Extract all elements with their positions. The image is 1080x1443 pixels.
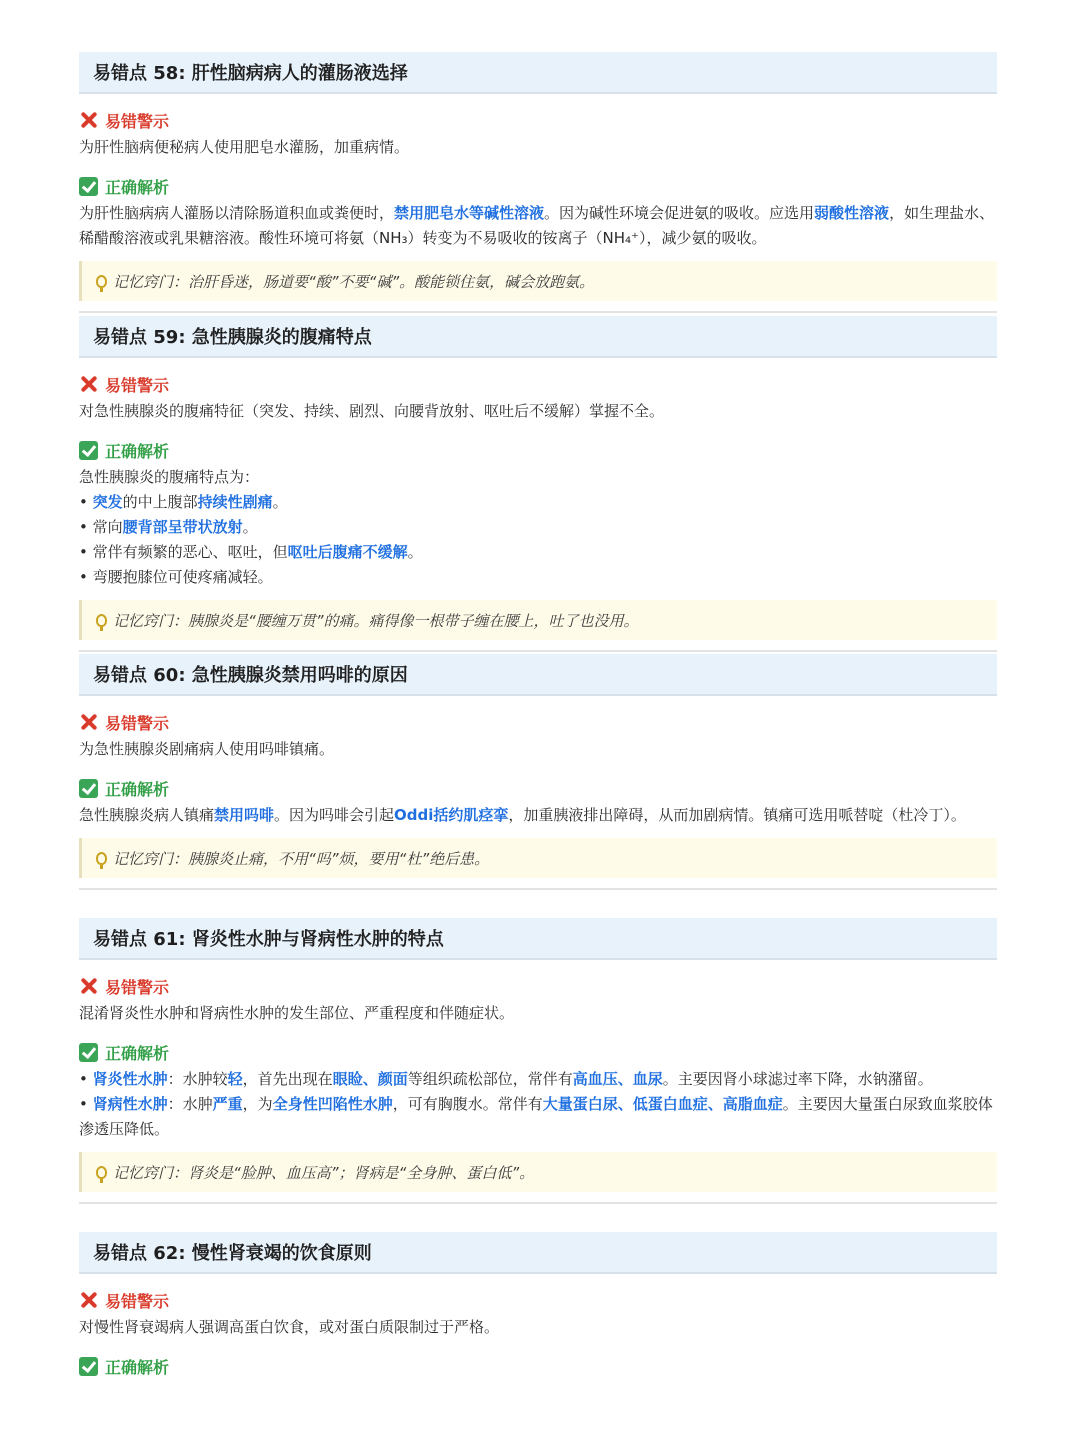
cross-icon — [79, 976, 99, 996]
ok-label-row — [79, 776, 997, 800]
ok-label: 正确解析 — [105, 779, 170, 799]
ok-text-highlight: 禁用肥皂水等碱性溶液 — [394, 204, 545, 222]
check-icon — [79, 177, 98, 196]
warn-text: 为肝性脑病便秘病人使用肥皂水灌肠，加重病情。 — [79, 138, 410, 156]
check-icon — [79, 1043, 98, 1062]
divider — [79, 650, 997, 652]
ok-text — [79, 201, 997, 251]
section-58 — [79, 52, 997, 313]
check-icon — [79, 441, 98, 460]
warn-label: 易错警示 — [105, 713, 170, 733]
memory-tip — [79, 261, 997, 301]
section-59 — [79, 316, 997, 652]
bullet-item: • 常向腰背部呈带状放射。 — [79, 518, 258, 536]
section-title: 易错点 59: 急性胰腺炎的腹痛特点 — [79, 316, 997, 358]
ok-label: 正确解析 — [105, 1043, 170, 1063]
divider — [79, 888, 997, 890]
ok-text — [79, 465, 997, 590]
check-icon — [79, 779, 98, 798]
memory-tip — [79, 1152, 997, 1192]
warn-label: 易错警示 — [105, 375, 170, 395]
ok-label-row — [79, 1354, 997, 1378]
warn-text: 对急性胰腺炎的腹痛特征（突发、持续、剧烈、向腰背放射、呕吐后不缓解）掌握不全。 — [79, 402, 665, 420]
warn-label: 易错警示 — [105, 1291, 170, 1311]
ok-text: 急性胰腺炎病人镇痛禁用吗啡。因为吗啡会引起Oddi括约肌痉挛，加重胰液排出障碍，从而加剧病情。镇痛可选用哌替啶（杜冷丁）。 — [79, 806, 966, 824]
warn-text: 为急性胰腺炎剧痛病人使用吗啡镇痛。 — [79, 740, 335, 758]
cross-icon — [79, 1290, 99, 1310]
ok-label: 正确解析 — [105, 441, 170, 461]
ok-intro: 急性胰腺炎的腹痛特点为： — [79, 468, 260, 486]
section-title: 易错点 61: 肾炎性水肿与肾病性水肿的特点 — [79, 918, 997, 960]
ok-label: 正确解析 — [105, 1357, 170, 1377]
warn-label: 易错警示 — [105, 111, 170, 131]
bullet-item: • 常伴有频繁的恶心、呕吐，但呕吐后腹痛不缓解。 — [79, 543, 423, 561]
lightbulb-icon — [96, 1166, 107, 1179]
ok-text — [79, 1067, 997, 1142]
warn-text: 对慢性肾衰竭病人强调高蛋白饮食，或对蛋白质限制过于严格。 — [79, 1318, 500, 1336]
divider — [79, 1202, 997, 1204]
tip-text: 记忆窍门：治肝昏迷，肠道要“酸”不要“碱”。酸能锁住氨，碱会放跑氨。 — [113, 272, 595, 291]
lightbulb-icon — [96, 275, 107, 288]
divider — [79, 311, 997, 313]
bullet-item: • 弯腰抱膝位可使疼痛减轻。 — [79, 568, 273, 586]
lightbulb-icon — [96, 614, 107, 627]
ok-text-highlight: 弱酸性溶液 — [814, 204, 890, 222]
lightbulb-icon — [96, 852, 107, 865]
ok-text-part: 。因为碱性环境会促进氨的吸收。应选用 — [544, 204, 815, 222]
section-title: 易错点 58: 肝性脑病病人的灌肠液选择 — [79, 52, 997, 94]
warn-label-row — [79, 108, 997, 132]
tip-text: 记忆窍门：肾炎是“脸肿、血压高”；肾病是“全身肿、蛋白低”。 — [113, 1163, 535, 1182]
warn-label-row — [79, 1288, 997, 1312]
check-icon — [79, 1357, 98, 1376]
cross-icon — [79, 110, 99, 130]
ok-label: 正确解析 — [105, 177, 170, 197]
ok-label-row — [79, 174, 997, 198]
ok-text-part: 为肝性脑病病人灌肠以清除肠道积血或粪便时， — [79, 204, 395, 222]
cross-icon — [79, 374, 99, 394]
memory-tip — [79, 838, 997, 878]
warn-label-row — [79, 974, 997, 998]
section-60 — [79, 654, 997, 890]
section-title: 易错点 62: 慢性肾衰竭的饮食原则 — [79, 1232, 997, 1274]
bullet-item: • 肾炎性水肿：水肿较轻，首先出现在眼睑、颜面等组织疏松部位，常伴有高血压、血尿。主要因肾小球滤过率下降，水钠潴留。 — [79, 1070, 933, 1088]
bullet-item: • 突发的中上腹部持续性剧痛。 — [79, 493, 288, 511]
ok-text-part: ，如生理盐水、稀醋酸溶液或乳果糖溶液。酸性环境可将氨（NH₃）转变为不易吸收的铵离子（NH₄⁺），减少氨的吸收。 — [79, 204, 995, 247]
section-62 — [79, 1232, 997, 1378]
memory-tip — [79, 600, 997, 640]
cross-icon — [79, 712, 99, 732]
tip-text: 记忆窍门：胰腺炎是“腰缠万贯”的痛。痛得像一根带子缠在腰上，吐了也没用。 — [113, 611, 639, 630]
section-61 — [79, 918, 997, 1204]
tip-text: 记忆窍门：胰腺炎止痛，不用“吗”烦，要用“杜”绝后患。 — [113, 849, 490, 868]
section-title: 易错点 60: 急性胰腺炎禁用吗啡的原因 — [79, 654, 997, 696]
warn-label-row — [79, 372, 997, 396]
ok-label-row — [79, 438, 997, 462]
ok-label-row — [79, 1040, 997, 1064]
warn-label-row — [79, 710, 997, 734]
bullet-item: • 肾病性水肿：水肿严重，为全身性凹陷性水肿，可有胸腹水。常伴有大量蛋白尿、低蛋白血症、高脂血症。主要因大量蛋白尿致血浆胶体渗透压降低。 — [79, 1095, 993, 1138]
warn-label: 易错警示 — [105, 977, 170, 997]
warn-text: 混淆肾炎性水肿和肾病性水肿的发生部位、严重程度和伴随症状。 — [79, 1004, 515, 1022]
